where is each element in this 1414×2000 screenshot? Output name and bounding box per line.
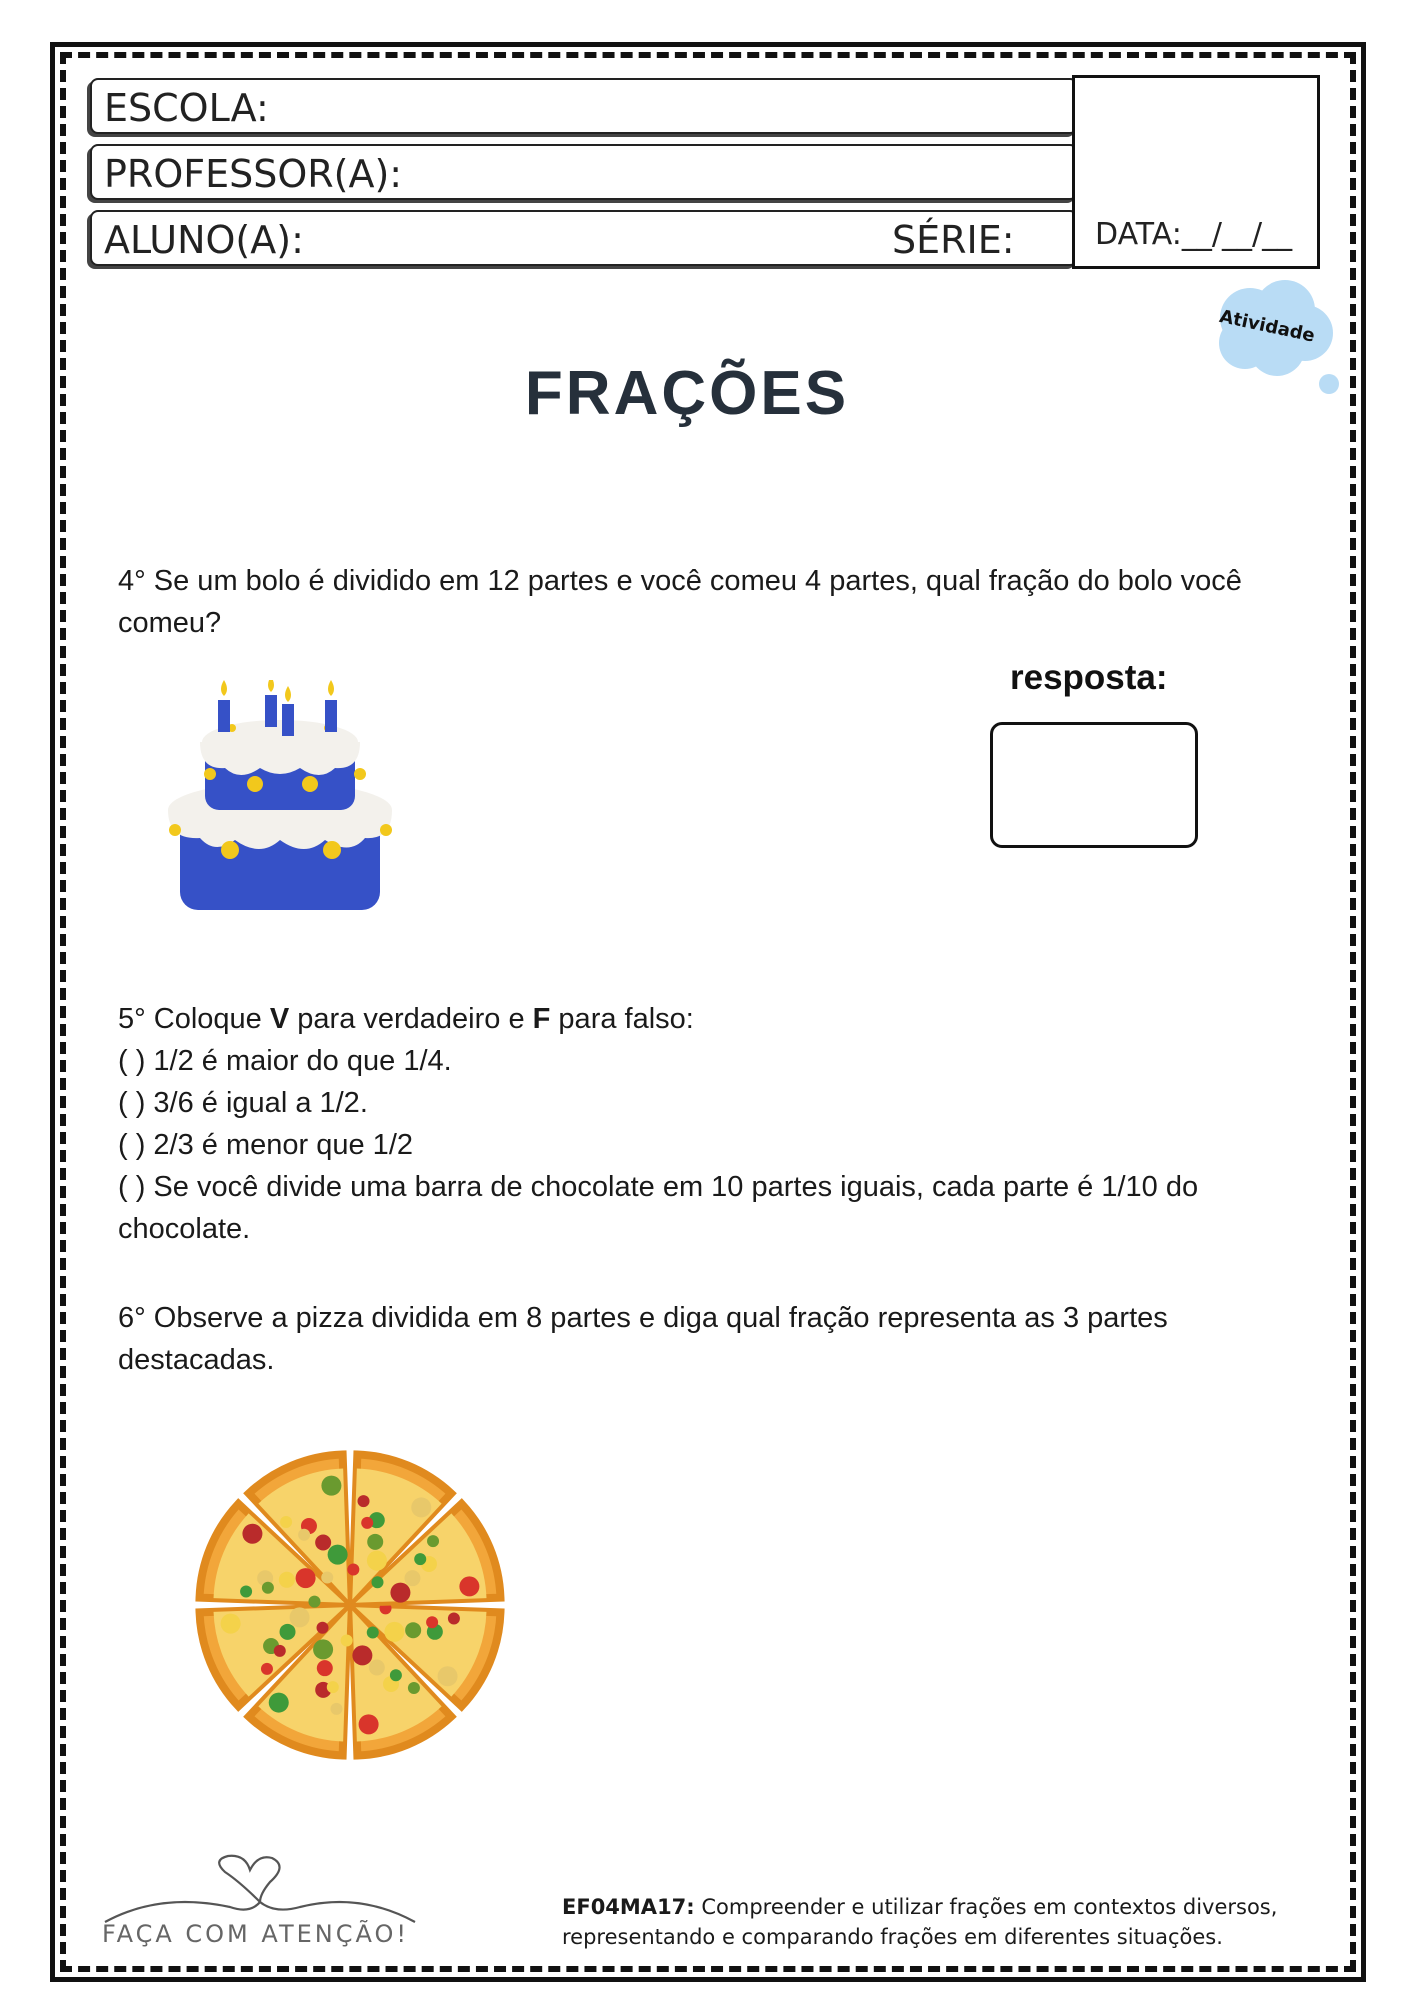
question-5 xyxy=(118,998,1248,1250)
pizza-topping xyxy=(404,1570,420,1586)
answer-label: resposta: xyxy=(1010,658,1168,697)
pizza-topping xyxy=(448,1613,460,1625)
question-5-heading xyxy=(118,998,1248,1040)
pizza-topping xyxy=(290,1607,310,1627)
pizza-topping xyxy=(317,1660,333,1676)
true-letter: V xyxy=(269,1003,290,1035)
statement-item[interactable]: ( ) 1/2 é maior do que 1/4. xyxy=(118,1045,452,1077)
pizza-topping xyxy=(369,1659,385,1675)
pizza-topping xyxy=(408,1682,420,1694)
student-field[interactable] xyxy=(90,210,1078,266)
false-letter: F xyxy=(532,1003,551,1035)
pizza-topping xyxy=(371,1576,383,1588)
pizza-topping xyxy=(384,1622,404,1642)
pizza-topping xyxy=(308,1596,320,1608)
badge-label: Atividade xyxy=(1217,306,1317,347)
pizza-topping xyxy=(438,1666,458,1686)
school-label: ESCOLA: xyxy=(104,86,269,130)
pizza-topping xyxy=(361,1517,373,1529)
question-5-middle: para verdadeiro e xyxy=(289,1003,533,1035)
question-4 xyxy=(118,560,1248,644)
pizza-topping xyxy=(328,1545,348,1565)
pizza-topping xyxy=(352,1645,372,1665)
school-field[interactable] xyxy=(90,78,1078,134)
pizza-topping xyxy=(313,1639,333,1659)
question-4-text: 4° Se um bolo é dividido em 12 partes e você comeu 4 partes, qual fração do bolo você comeu? xyxy=(118,565,1242,639)
statement-item[interactable]: ( ) 3/6 é igual a 1/2. xyxy=(118,1087,368,1119)
pizza-topping xyxy=(414,1553,426,1565)
bncc-note xyxy=(562,1892,1302,1952)
pizza-topping xyxy=(279,1572,295,1588)
question-5-suffix: para falso: xyxy=(550,1003,694,1035)
pizza-topping xyxy=(427,1535,439,1547)
pizza-slices xyxy=(200,1455,501,1756)
statement-item[interactable]: ( ) Se você divide uma barra de chocolate em 10 partes iguais, cada parte é 1/10 do chocolate. xyxy=(118,1171,1199,1245)
question-5-prefix: 5° Coloque xyxy=(118,1003,270,1035)
pizza-topping xyxy=(262,1582,274,1594)
pizza-topping xyxy=(359,1714,379,1734)
grade-label: SÉRIE: xyxy=(892,218,1015,262)
pizza-topping xyxy=(280,1624,296,1640)
pizza-topping xyxy=(221,1614,241,1634)
pizza-topping xyxy=(242,1524,262,1544)
pizza-topping xyxy=(347,1563,359,1575)
pizza-topping xyxy=(411,1497,431,1517)
pizza-topping xyxy=(280,1516,292,1528)
pizza-topping xyxy=(367,1626,379,1638)
pizza-topping xyxy=(367,1534,383,1550)
pizza-icon xyxy=(185,1450,515,1760)
pizza-topping xyxy=(240,1585,252,1597)
pizza-topping xyxy=(390,1583,410,1603)
pizza-topping xyxy=(321,1572,333,1584)
pizza-topping xyxy=(358,1495,370,1507)
pizza-topping xyxy=(367,1551,387,1571)
date-box[interactable] xyxy=(1072,75,1320,269)
teacher-field[interactable] xyxy=(90,144,1078,200)
bncc-description: Compreender e utilizar frações em contextos diversos, representando e comparando frações em diferentes situações. xyxy=(562,1895,1278,1949)
pizza-topping xyxy=(296,1568,316,1588)
page-title: FRAÇÕES xyxy=(524,359,850,428)
pizza-topping xyxy=(261,1663,273,1675)
pizza-topping xyxy=(274,1645,286,1657)
statement-item[interactable]: ( ) 2/3 é menor que 1/2 xyxy=(118,1129,413,1161)
pizza-topping xyxy=(298,1529,310,1541)
pizza-topping xyxy=(426,1616,438,1628)
bncc-code: EF04MA17: xyxy=(562,1895,695,1919)
pizza-topping xyxy=(459,1576,479,1596)
question-6-text: 6° Observe a pizza dividida em 8 partes e diga qual fração representa as 3 partes destacadas. xyxy=(118,1302,1168,1376)
pizza-topping xyxy=(321,1476,341,1496)
pizza-topping xyxy=(341,1635,353,1647)
teacher-label: PROFESSOR(A): xyxy=(104,152,403,196)
answer-box[interactable] xyxy=(990,722,1198,848)
signature-label: FAÇA COM ATENÇÃO! xyxy=(102,1920,409,1948)
pizza-topping xyxy=(327,1681,339,1693)
pizza-topping xyxy=(330,1703,342,1715)
question-6 xyxy=(118,1297,1248,1381)
pizza-topping xyxy=(405,1622,421,1638)
pizza-topping xyxy=(390,1669,402,1681)
pizza-topping xyxy=(317,1622,329,1634)
pizza-topping xyxy=(269,1693,289,1713)
cake-icon xyxy=(160,680,400,930)
pizza-topping xyxy=(315,1535,331,1551)
student-label: ALUNO(A): xyxy=(104,218,304,262)
date-label: DATA:__/__/__ xyxy=(1095,217,1293,252)
